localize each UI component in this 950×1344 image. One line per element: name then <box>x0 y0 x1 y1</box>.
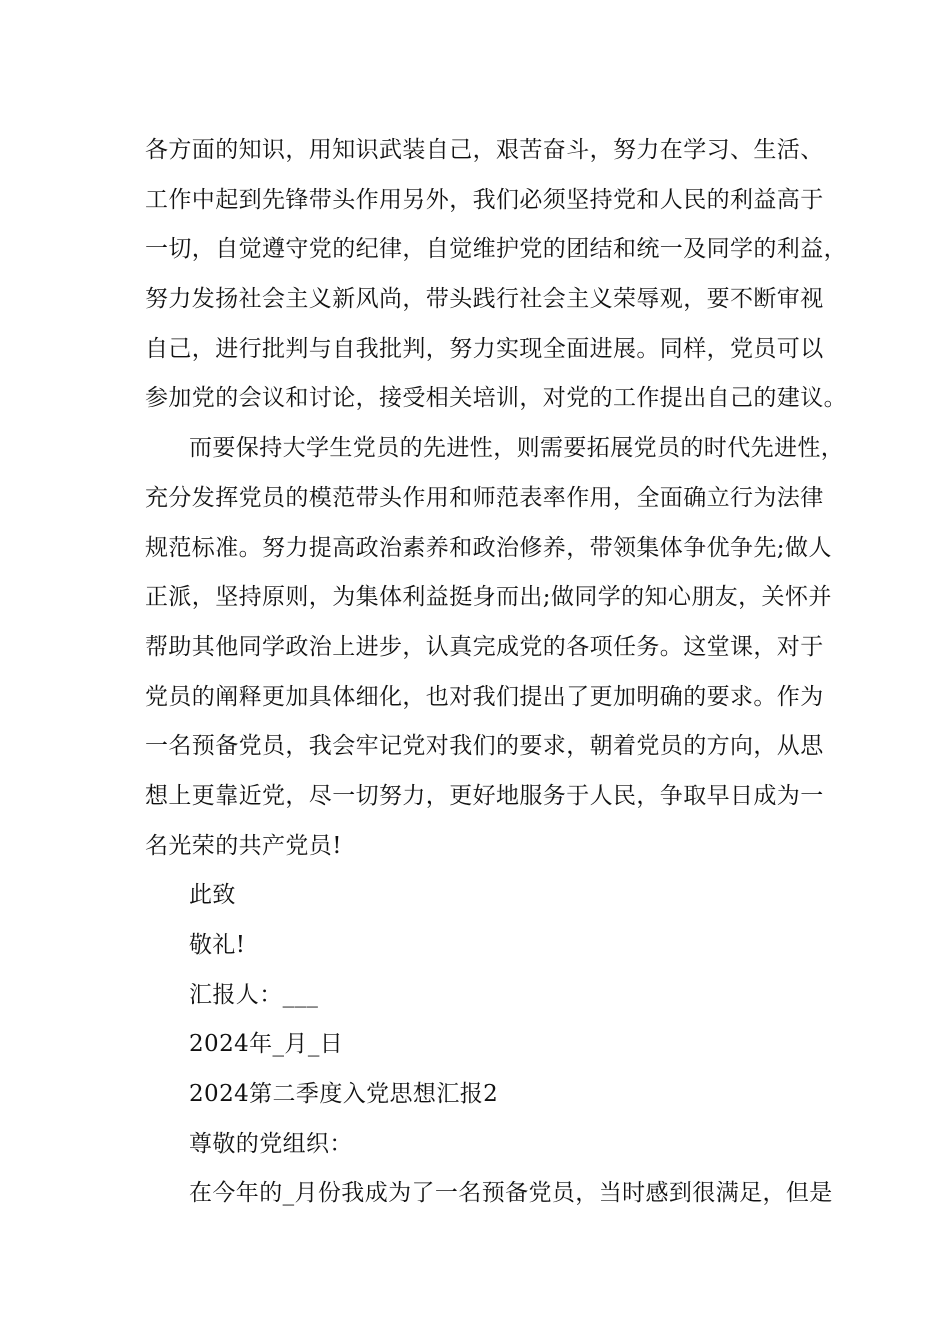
next-report-title: 2024第二季度入党思想汇报2 <box>189 1081 499 1108</box>
text-line: 党员的阐释更加具体细化，也对我们提出了更加明确的要求。作为 <box>145 683 824 710</box>
text-line: 各方面的知识，用知识武装自己，艰苦奋斗，努力在学习、生活、 <box>145 137 824 163</box>
report-date: 2024年_月_日 <box>189 1031 344 1058</box>
paragraph-1 <box>145 126 847 424</box>
text-line: 想上更靠近党，尽一切努力，更好地服务于人民，争取早日成为一 <box>145 782 824 809</box>
reporter-signature: 汇报人：___ <box>189 981 319 1008</box>
text-line: 名光荣的共产党员! <box>145 832 342 859</box>
text-line: 工作中起到先锋带头作用另外，我们必须坚持党和人民的利益高于 <box>145 186 824 213</box>
document-body <box>145 126 847 1219</box>
text-line: 正派，坚持原则，为集体利益挺身而出;做同学的知心朋友，关怀并 <box>145 584 832 611</box>
text-line: 在今年的_月份我成为了一名预备党员，当时感到很满足，但是 <box>189 1180 833 1207</box>
paragraph-3 <box>145 1169 833 1219</box>
text-line: 而要保持大学生党员的先进性，则需要拓展党员的时代先进性， <box>189 435 845 462</box>
salute-text: 敬礼! <box>189 932 246 958</box>
text-line: 自己，进行批判与自我批判，努力实现全面进展。同样，党员可以 <box>145 335 824 362</box>
text-line: 帮助其他同学政治上进步，认真完成党的各项任务。这堂课，对于 <box>145 633 824 660</box>
text-line: 一切，自觉遵守党的纪律，自觉维护党的团结和统一及同学的利益， <box>145 236 847 263</box>
text-line: 规范标准。努力提高政治素养和政治修养，带领集体争优争先;做人 <box>145 534 832 561</box>
text-line: 一名预备党员，我会牢记党对我们的要求，朝着党员的方向，从思 <box>145 733 824 760</box>
text-line: 参加党的会议和讨论，接受相关培训，对党的工作提出自己的建议。 <box>145 385 847 412</box>
greeting-text: 尊敬的党组织： <box>189 1130 353 1157</box>
text-line: 努力发扬社会主义新风尚，带头践行社会主义荣辱观，要不断审视 <box>145 286 824 313</box>
text-line: 充分发挥党员的模范带头作用和师范表率作用，全面确立行为法律 <box>145 484 824 511</box>
closing-text: 此致 <box>189 882 236 909</box>
paragraph-2 <box>145 424 845 871</box>
